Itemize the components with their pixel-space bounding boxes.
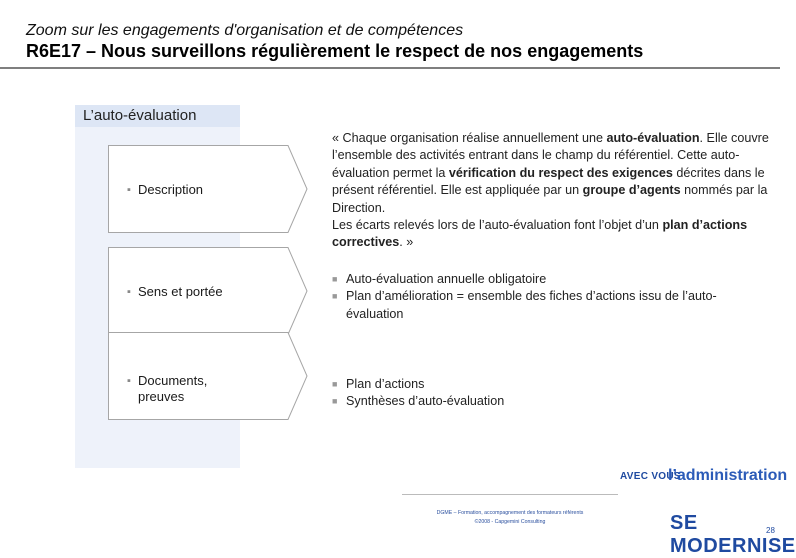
footer-line-2: ©2008 - Capgemini Consulting [474, 519, 546, 525]
chevron-documents-preuves [108, 332, 308, 420]
list-item: ■ Plan d’amélioration = ensemble des fiches d’actions issu de l’auto-évaluation [332, 289, 717, 321]
row-label-line1: Description [138, 182, 204, 197]
bullet-icon: ▪ [127, 286, 131, 298]
page-number: 28 [766, 526, 775, 535]
footer-credits [402, 509, 618, 527]
row-label [127, 373, 208, 405]
square-bullet-icon: ■ [332, 291, 338, 302]
title-divider [0, 67, 780, 69]
footer-divider [402, 494, 618, 495]
bullet-icon: ▪ [127, 184, 131, 196]
quote-paragraph-1: « Chaque organisation réalise annuellement une auto-évaluation. Elle couvre l’ensemble des activités entrant dans le champ du référentiel. Cette auto-évaluation permet la vérification du respect des exigences décrites dans le présent référentiel. Elle est appliquée par un groupe d’agents nommés par la Direction. [332, 131, 769, 215]
row-label [127, 182, 204, 198]
sens-bullet-list [332, 271, 732, 323]
row-label-line2: preuves [138, 389, 185, 404]
square-bullet-icon: ■ [332, 379, 338, 389]
panel-heading: L’auto-évaluation [83, 107, 197, 124]
list-item: ■ Plan d’actions [332, 376, 732, 393]
row-label [127, 284, 223, 300]
bullet-icon: ▪ [127, 375, 131, 387]
description-quote [332, 130, 778, 252]
slide-subtitle: Zoom sur les engagements d'organisation et de compétences [26, 22, 464, 39]
quote-paragraph-2: Les écarts relevés lors de l’auto-évaluation font l’objet d’un plan d’actions correctives. » [332, 218, 748, 250]
brand-bottom: SE MODERNISE [670, 512, 796, 557]
documents-bullet-list [332, 376, 732, 411]
square-bullet-icon: ■ [332, 274, 338, 284]
list-item: ■ Synthèses d’auto-évaluation [332, 393, 732, 410]
panel-header [75, 105, 240, 127]
row-label-line1: Documents, [138, 373, 208, 388]
slide-title: R6E17 – Nous surveillons régulièrement le respect de nos engagements [26, 41, 644, 61]
brand-logo [620, 467, 796, 557]
footer-line-1: DGME – Formation, accompagnement des formateurs référents [436, 510, 584, 516]
list-item: ■ Auto-évaluation annuelle obligatoire [332, 271, 732, 288]
square-bullet-icon: ■ [332, 396, 338, 407]
chevron-sens-portee [108, 247, 308, 335]
row-label-line1: Sens et portée [138, 284, 223, 299]
brand-top-small: AVEC VOUS [620, 471, 681, 482]
brand-top-big: l’administration [668, 467, 788, 484]
chevron-description [108, 145, 308, 233]
